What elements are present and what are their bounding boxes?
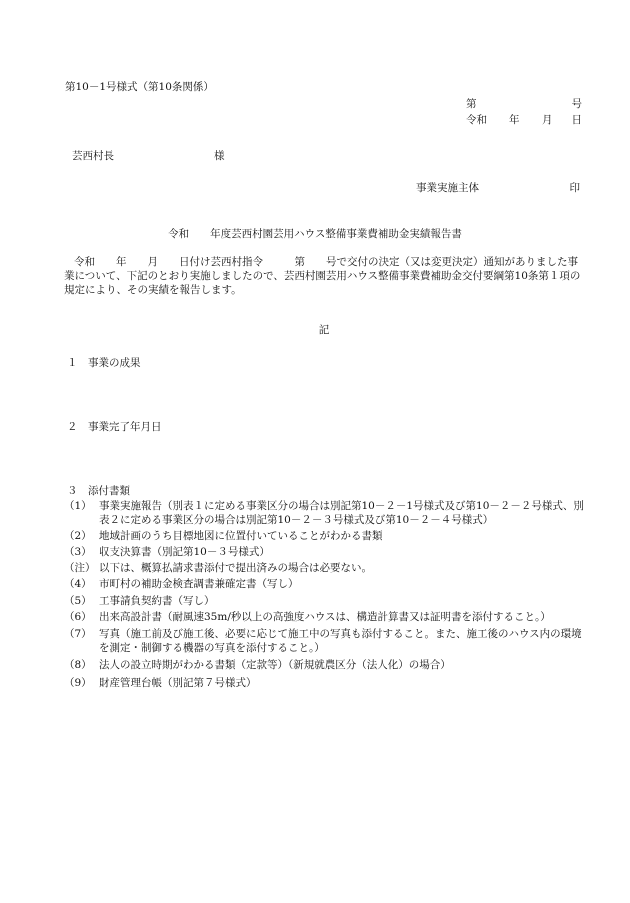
form-number: 第10－1号様式（第10条関係） (65, 81, 214, 93)
go-label: 号 (571, 98, 582, 110)
attachment-item: （3） 収支決算書（別記第10－３号様式） (64, 546, 270, 558)
attachment-item: （7） 写真（施工前及び施工後、必要に応じて施工中の写真も添付すること。また、施工後のハウス内の環境を測定・制御する機器の写真を添付すること。） (64, 628, 582, 654)
reiwa-label: 令和 (466, 114, 487, 126)
attachment-item: （4） 市町村の補助金検査調書兼確定書（写し） (64, 578, 299, 590)
dai-label: 第 (466, 98, 477, 110)
attachment-item: （2） 地域計画のうち目標地図に位置付いていることがわかる書類 (64, 530, 383, 542)
section-completion-date: ２ 事業完了年月日 (67, 421, 162, 433)
document-number-line (466, 97, 582, 111)
attachment-item: （9） 財産管理台帳（別記第７号様式） (64, 677, 257, 689)
document-title: 令和 年度芸西村園芸用ハウス整備事業費補助金実績報告書 (168, 228, 462, 240)
ki-heading: 記 (318, 324, 330, 336)
attachment-item: （6） 出来高設計書（耐風速35m/秒以上の高強度ハウスは、構造計算書又は証明書を添付すること。） (64, 611, 551, 623)
seal-mark: 印 (569, 182, 580, 194)
attachment-item: （8） 法人の設立時期がわかる書類（定款等）（新規就農区分（法人化）の場合） (64, 659, 451, 671)
addressee-honorific: 様 (214, 150, 225, 162)
year-label: 年 (509, 114, 520, 126)
implementer (416, 181, 580, 195)
section-attachments: ３ 添付書類 (67, 485, 130, 497)
day-label: 日 (571, 114, 582, 126)
addressee-name: 芸西村長 (72, 150, 114, 162)
attachment-item: （5） 工事請負契約書（写し） (64, 595, 215, 607)
month-label: 月 (542, 114, 553, 126)
addressee (72, 149, 225, 163)
body-paragraph: 令和 年 月 日付け芸西村指令 第 号で交付の決定（又は変更決定）通知がありました事業について、下記のとおり実施しましたので、芸西村園芸用ハウス整備事業費補助金交付要綱第10条第１項の規定により、その実績を報告します。 (64, 256, 581, 296)
attachment-item: （1） 事業実施報告（別表１に定める事業区分の場合は別記第10－２－1号様式及び第10－２－２号様式、別表２に定める事業区分の場合は別記第10－２－３号様式及び第10－２－４号様式） (64, 500, 584, 526)
attachment-note: （注） 以下は、概算払請求書添付で提出済みの場合は必要ない。 (64, 562, 372, 574)
implementer-label: 事業実施主体 (416, 182, 479, 194)
section-results: １ 事業の成果 (67, 357, 141, 369)
